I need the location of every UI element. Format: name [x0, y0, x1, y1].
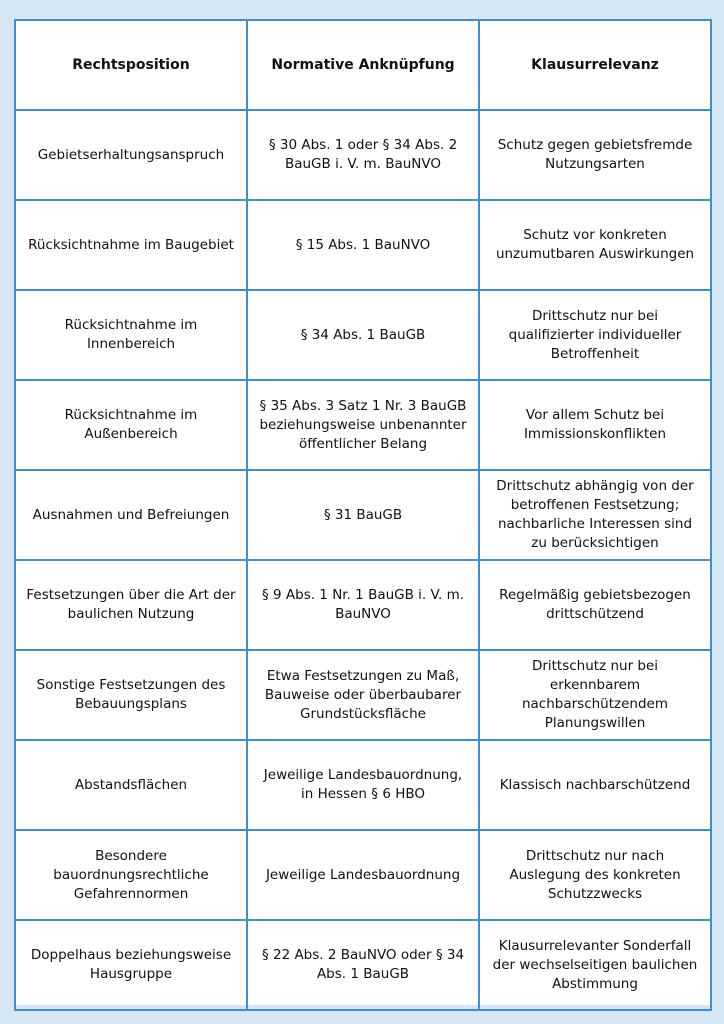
header-klausurrelevanz: Klausurrelevanz: [479, 20, 711, 110]
cell-klausurrelevanz: Drittschutz nur bei qualifizierter individueller Betroffenheit: [479, 290, 711, 380]
table-row: [15, 920, 711, 1010]
cell-klausurrelevanz: Regelmäßig gebietsbezogen drittschützend: [479, 560, 711, 650]
cell-rechtsposition: Sonstige Festsetzungen des Bebauungsplans: [15, 650, 247, 740]
cell-normative-anknuepfung: § 22 Abs. 2 BauNVO oder § 34 Abs. 1 BauGB: [247, 920, 479, 1010]
cell-normative-anknuepfung: § 15 Abs. 1 BauNVO: [247, 200, 479, 290]
cell-rechtsposition: Rücksichtnahme im Baugebiet: [15, 200, 247, 290]
cell-klausurrelevanz: Schutz vor konkreten unzumutbaren Auswirkungen: [479, 200, 711, 290]
cell-normative-anknuepfung: § 35 Abs. 3 Satz 1 Nr. 3 BauGB beziehungsweise unbenannter öffentlicher Belang: [247, 380, 479, 470]
cell-klausurrelevanz: Schutz gegen gebietsfremde Nutzungsarten: [479, 110, 711, 200]
cell-rechtsposition: Abstandsflächen: [15, 740, 247, 830]
cell-rechtsposition: Ausnahmen und Befreiungen: [15, 470, 247, 560]
table-row: [15, 380, 711, 470]
table-row: [15, 830, 711, 920]
cell-rechtsposition: Festsetzungen über die Art der baulichen Nutzung: [15, 560, 247, 650]
cell-normative-anknuepfung: § 34 Abs. 1 BauGB: [247, 290, 479, 380]
cell-klausurrelevanz: Vor allem Schutz bei Immissionskonflikten: [479, 380, 711, 470]
cell-rechtsposition: Rücksichtnahme im Innenbereich: [15, 290, 247, 380]
cell-klausurrelevanz: Drittschutz nur bei erkennbarem nachbarschützendem Planungswillen: [479, 650, 711, 740]
cell-rechtsposition: Doppelhaus beziehungsweise Hausgruppe: [15, 920, 247, 1010]
cell-rechtsposition: Gebietserhaltungsanspruch: [15, 110, 247, 200]
header-normative-anknuepfung: Normative Anknüpfung: [247, 20, 479, 110]
table-row: [15, 110, 711, 200]
table-row: [15, 740, 711, 830]
cell-normative-anknuepfung: Jeweilige Landesbauordnung: [247, 830, 479, 920]
cell-klausurrelevanz: Klausurrelevanter Sonderfall der wechselseitigen baulichen Abstimmung: [479, 920, 711, 1010]
table-row: [15, 470, 711, 560]
table-header-row: [15, 20, 711, 110]
cell-normative-anknuepfung: Jeweilige Landesbauordnung, in Hessen § 6 HBO: [247, 740, 479, 830]
cell-klausurrelevanz: Klassisch nachbarschützend: [479, 740, 711, 830]
cell-normative-anknuepfung: § 9 Abs. 1 Nr. 1 BauGB i. V. m. BauNVO: [247, 560, 479, 650]
table-row: [15, 650, 711, 740]
cell-normative-anknuepfung: § 30 Abs. 1 oder § 34 Abs. 2 BauGB i. V. m. BauNVO: [247, 110, 479, 200]
legal-positions-table: [14, 19, 712, 1011]
cell-klausurrelevanz: Drittschutz abhängig von der betroffenen Festsetzung; nachbarliche Interessen sind zu berücksichtigen: [479, 470, 711, 560]
cell-normative-anknuepfung: Etwa Festsetzungen zu Maß, Bauweise oder überbaubarer Grundstücksfläche: [247, 650, 479, 740]
document-sheet: [14, 19, 710, 1005]
cell-klausurrelevanz: Drittschutz nur nach Auslegung des konkreten Schutzzwecks: [479, 830, 711, 920]
table-row: [15, 290, 711, 380]
header-rechtsposition: Rechtsposition: [15, 20, 247, 110]
cell-rechtsposition: Rücksichtnahme im Außenbereich: [15, 380, 247, 470]
cell-normative-anknuepfung: § 31 BauGB: [247, 470, 479, 560]
table-row: [15, 560, 711, 650]
cell-rechtsposition: Besondere bauordnungsrechtliche Gefahrennormen: [15, 830, 247, 920]
table-row: [15, 200, 711, 290]
